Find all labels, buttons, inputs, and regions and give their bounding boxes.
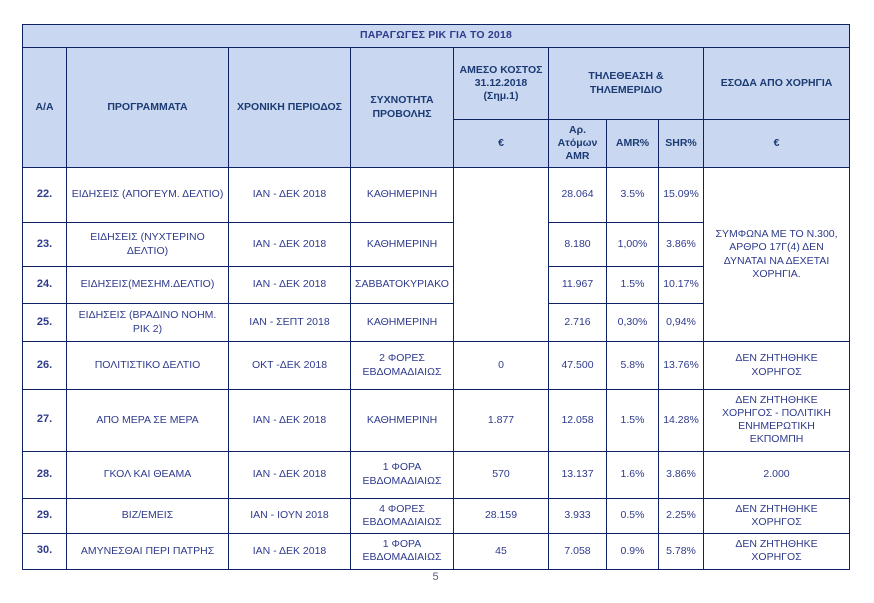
cell-num: 29. <box>23 498 67 533</box>
cell-cost: 570 <box>454 451 549 498</box>
table-row <box>23 342 850 390</box>
cell-frequency: ΚΑΘΗΜΕΡΙΝΗ <box>351 223 454 267</box>
cell-frequency: ΚΑΘΗΜΕΡΙΝΗ <box>351 168 454 223</box>
cell-sponsor: ΔΕΝ ΖΗΤΗΘΗΚΕ ΧΟΡΗΓΟΣ - ΠΟΛΙΤΙΚΗ ΕΝΗΜΕΡΩΤΙΚΗ ΕΚΠΟΜΠΗ <box>704 390 850 452</box>
cell-amr: 7.058 <box>549 533 607 569</box>
cell-amr-pct: 1,00% <box>607 223 659 267</box>
cell-shr-pct: 14.28% <box>659 390 704 452</box>
cell-sponsor: ΔΕΝ ΖΗΤΗΘΗΚΕ ΧΟΡΗΓΟΣ <box>704 342 850 390</box>
cell-period: ΙΑΝ - ΙΟΥΝ 2018 <box>229 498 351 533</box>
cell-num: 27. <box>23 390 67 452</box>
cell-frequency: ΣΑΒΒΑΤΟΚΥΡΙΑΚΟ <box>351 267 454 304</box>
table-row <box>23 451 850 498</box>
subheader-sponsor-eur: € <box>704 120 850 168</box>
cell-program: ΕΙΔΗΣΕΙΣ (ΑΠΟΓΕΥΜ. ΔΕΛΤΙΟ) <box>67 168 229 223</box>
header-programs: ΠΡΟΓΡΑΜΜΑΤΑ <box>67 48 229 168</box>
header-viewership: ΤΗΛΕΘΕΑΣΗ & ΤΗΛΕΜΕΡΙΔΙΟ <box>549 48 704 120</box>
cell-cost: 0 <box>454 342 549 390</box>
cell-shr-pct: 3.86% <box>659 223 704 267</box>
cell-period: ΙΑΝ - ΔΕΚ 2018 <box>229 223 351 267</box>
header-period: ΧΡΟΝΙΚΗ ΠΕΡΙΟΔΟΣ <box>229 48 351 168</box>
cell-sponsor-merged-22-25: ΣΥΜΦΩΝΑ ΜΕ ΤΟ Ν.300, ΑΡΘΡΟ 17Γ(4) ΔΕΝ ΔΥΝΑΤΑΙ ΝΑ ΔΕΧΕΤΑΙ ΧΟΡΗΓΙΑ. <box>704 168 850 342</box>
cell-amr-pct: 0,30% <box>607 304 659 342</box>
table-row <box>23 390 850 452</box>
cell-amr: 2.716 <box>549 304 607 342</box>
cell-frequency: ΚΑΘΗΜΕΡΙΝΗ <box>351 304 454 342</box>
table-title: ΠΑΡΑΓΩΓΕΣ ΡΙΚ ΓΙΑ ΤΟ 2018 <box>23 25 850 48</box>
cell-program: ΕΙΔΗΣΕΙΣ (ΒΡΑΔΙΝΟ ΝΟΗΜ. ΡΙΚ 2) <box>67 304 229 342</box>
cell-amr: 3.933 <box>549 498 607 533</box>
cell-amr: 47.500 <box>549 342 607 390</box>
cell-num: 30. <box>23 533 67 569</box>
cell-cost: 1.877 <box>454 390 549 452</box>
cell-frequency: 4 ΦΟΡΕΣ ΕΒΔΟΜΑΔΙΑΙΩΣ <box>351 498 454 533</box>
cell-program: ΑΜΥΝΕΣΘΑΙ ΠΕΡΙ ΠΑΤΡΗΣ <box>67 533 229 569</box>
cell-sponsor: ΔΕΝ ΖΗΤΗΘΗΚΕ ΧΟΡΗΓΟΣ <box>704 498 850 533</box>
cell-num: 26. <box>23 342 67 390</box>
cell-period: ΙΑΝ - ΔΕΚ 2018 <box>229 533 351 569</box>
table-row <box>23 498 850 533</box>
cell-program: ΠΟΛΙΤΙΣΤΙΚΟ ΔΕΛΤΙΟ <box>67 342 229 390</box>
cell-amr-pct: 1.5% <box>607 390 659 452</box>
cell-shr-pct: 3.86% <box>659 451 704 498</box>
cell-frequency: 2 ΦΟΡΕΣ ΕΒΔΟΜΑΔΙΑΙΩΣ <box>351 342 454 390</box>
cell-cost: 45 <box>454 533 549 569</box>
table-row <box>23 168 850 223</box>
cell-sponsor: 2.000 <box>704 451 850 498</box>
cell-period: ΙΑΝ - ΣΕΠΤ 2018 <box>229 304 351 342</box>
cell-num: 28. <box>23 451 67 498</box>
cell-shr-pct: 10.17% <box>659 267 704 304</box>
cell-cost: 28.159 <box>454 498 549 533</box>
cell-period: ΙΑΝ - ΔΕΚ 2018 <box>229 168 351 223</box>
header-aa: Α/Α <box>23 48 67 168</box>
subheader-cost-eur: € <box>454 120 549 168</box>
header-frequency: ΣΥΧΝΟΤΗΤΑ ΠΡΟΒΟΛΗΣ <box>351 48 454 168</box>
productions-table <box>22 24 850 570</box>
cell-num: 22. <box>23 168 67 223</box>
cell-program: ΒΙΖ/ΕΜΕΙΣ <box>67 498 229 533</box>
cell-amr: 8.180 <box>549 223 607 267</box>
cell-num: 24. <box>23 267 67 304</box>
cell-period: ΙΑΝ - ΔΕΚ 2018 <box>229 390 351 452</box>
cell-amr-pct: 0.9% <box>607 533 659 569</box>
cell-program: ΓΚΟΛ ΚΑΙ ΘΕΑΜΑ <box>67 451 229 498</box>
cell-frequency: 1 ΦΟΡΑ ΕΒΔΟΜΑΔΙΑΙΩΣ <box>351 451 454 498</box>
cell-shr-pct: 13.76% <box>659 342 704 390</box>
cell-shr-pct: 2.25% <box>659 498 704 533</box>
cell-cost-merged-22-25 <box>454 168 549 342</box>
cell-period: ΟΚΤ -ΔΕΚ 2018 <box>229 342 351 390</box>
table-title-row <box>23 25 850 48</box>
cell-amr-pct: 1.6% <box>607 451 659 498</box>
header-direct-cost: ΑΜΕΣΟ ΚΟΣΤΟΣ 31.12.2018 (Σημ.1) <box>454 48 549 120</box>
cell-amr-pct: 3.5% <box>607 168 659 223</box>
header-row-groups <box>23 48 850 120</box>
cell-program: ΕΙΔΗΣΕΙΣ(ΜΕΣΗΜ.ΔΕΛΤΙΟ) <box>67 267 229 304</box>
subheader-shr-pct: SHR% <box>659 120 704 168</box>
cell-num: 25. <box>23 304 67 342</box>
cell-num: 23. <box>23 223 67 267</box>
cell-shr-pct: 5.78% <box>659 533 704 569</box>
cell-amr: 13.137 <box>549 451 607 498</box>
subheader-amr-pct: AMR% <box>607 120 659 168</box>
cell-frequency: 1 ΦΟΡΑ ΕΒΔΟΜΑΔΙΑΙΩΣ <box>351 533 454 569</box>
cell-shr-pct: 0,94% <box>659 304 704 342</box>
cell-amr: 11.967 <box>549 267 607 304</box>
cell-frequency: ΚΑΘΗΜΕΡΙΝΗ <box>351 390 454 452</box>
page-number: 5 <box>432 571 439 583</box>
cell-sponsor: ΔΕΝ ΖΗΤΗΘΗΚΕ ΧΟΡΗΓΟΣ <box>704 533 850 569</box>
table-row <box>23 533 850 569</box>
cell-amr-pct: 5.8% <box>607 342 659 390</box>
cell-period: ΙΑΝ - ΔΕΚ 2018 <box>229 267 351 304</box>
cell-amr-pct: 1.5% <box>607 267 659 304</box>
cell-program: ΑΠΟ ΜΕΡΑ ΣΕ ΜΕΡΑ <box>67 390 229 452</box>
cell-amr: 12.058 <box>549 390 607 452</box>
cell-amr: 28.064 <box>549 168 607 223</box>
header-sponsor-income: ΕΣΟΔΑ ΑΠΟ ΧΟΡΗΓΙΑ <box>704 48 850 120</box>
cell-shr-pct: 15.09% <box>659 168 704 223</box>
subheader-amr-people: Αρ. Ατόμων AMR <box>549 120 607 168</box>
cell-program: ΕΙΔΗΣΕΙΣ (ΝΥΧΤΕΡΙΝΟ ΔΕΛΤΙΟ) <box>67 223 229 267</box>
cell-period: ΙΑΝ - ΔΕΚ 2018 <box>229 451 351 498</box>
cell-amr-pct: 0.5% <box>607 498 659 533</box>
